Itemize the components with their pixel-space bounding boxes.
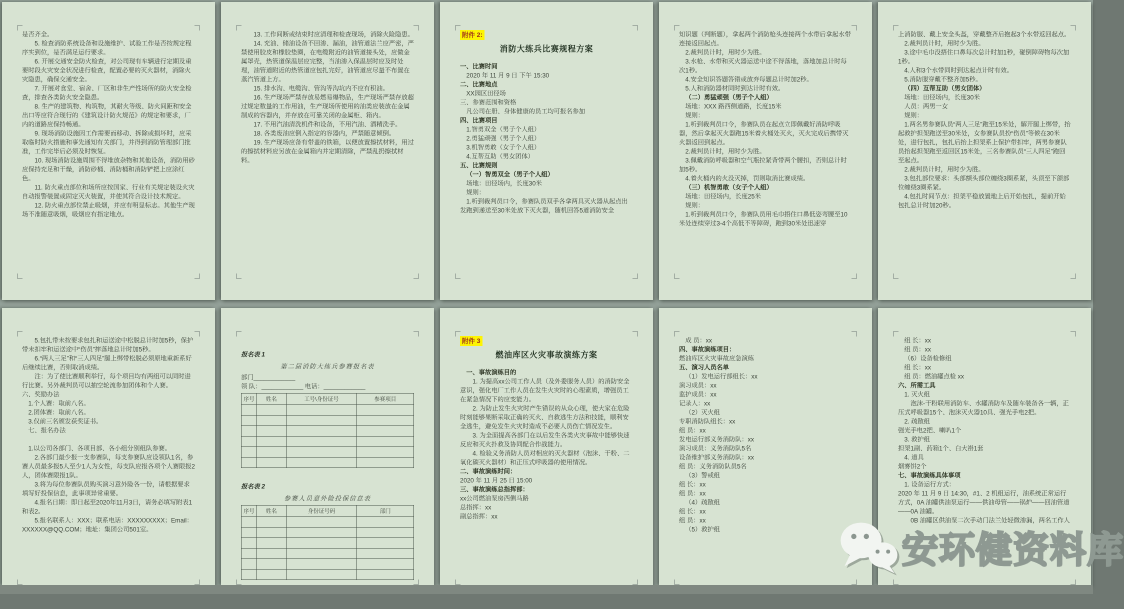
section-heading: （四）互帮互助（男女团体） xyxy=(904,85,986,92)
bottom-bar xyxy=(0,585,1093,594)
margin-mark xyxy=(633,331,639,337)
paragraph: 3.仅前三名颁发获奖证书。 xyxy=(28,418,103,425)
paragraph: 组 员：xx xyxy=(679,427,706,434)
paragraph: 人员：两男一女 xyxy=(904,103,949,110)
paragraph: 13. 工作间断或结束时应清理和检查现场，消除火险隐患。 xyxy=(253,31,414,38)
paragraph: 规则： xyxy=(466,189,486,196)
page-6[interactable] xyxy=(2,308,215,585)
table-header: 序号 xyxy=(241,393,257,405)
paragraph: 4.互帮互助（男女团体） xyxy=(466,153,534,160)
paragraph: 18. 各类废油应倒入指定的容器内，严禁随意倾倒。 xyxy=(253,130,396,137)
paragraph: 组 长：xx xyxy=(679,508,706,515)
margin-mark xyxy=(1071,331,1077,337)
paragraph: 注：为了使比赛顺利举行，每个项目均有两组可以同时进行比赛。另外裁判员可以抽空轮流参加团体和个人赛。 xyxy=(22,373,191,389)
margin-mark xyxy=(236,25,242,31)
paragraph: 场地：XXX 路西侧道路，长度15米 xyxy=(685,103,782,110)
paragraph: 场地：田径场内，长度30米 xyxy=(904,94,980,101)
paragraph: 16. 生产现场严禁存放易燃易爆物品，生产现场严禁存放超过规定数量的工作用油，生产现场所使用的油类应装放在金属制成的容器内，并存放在可靠关闭的金属柜、箱内。 xyxy=(241,94,414,119)
table-cell-empty[interactable] xyxy=(357,569,414,580)
paragraph: 4.人和3个水带同时到达起点计时有效。 xyxy=(904,67,1013,74)
page-3[interactable] xyxy=(440,2,653,300)
attachment-label: 附件 3 xyxy=(462,337,481,345)
signup-table xyxy=(241,393,414,468)
form-field-line: 领 队：____________ 电话：____________ xyxy=(241,383,366,390)
paragraph: 组 长：xx xyxy=(904,337,931,344)
table-cell-empty[interactable] xyxy=(357,436,414,447)
table-header: 参赛项目 xyxy=(357,393,414,405)
table-cell-empty[interactable] xyxy=(257,517,286,528)
table-caption: 第二届消防大练兵参赛报名表 xyxy=(280,363,375,370)
page-9[interactable] xyxy=(659,308,872,585)
margin-mark xyxy=(893,274,899,280)
paragraph: 组 员：xx xyxy=(679,517,706,524)
margin-mark xyxy=(195,25,201,31)
paragraph: （4）疏散组 xyxy=(685,499,720,506)
margin-mark xyxy=(674,25,680,31)
page-2[interactable] xyxy=(221,2,434,300)
section-heading: 一、事故演练目的 xyxy=(466,369,517,376)
table-cell-empty[interactable] xyxy=(357,548,414,559)
signup-table xyxy=(241,505,414,580)
paragraph: 总指挥：xx xyxy=(460,504,492,511)
paragraph: 记录人：xx xyxy=(679,400,711,407)
margin-mark xyxy=(455,274,461,280)
table-cell-empty[interactable] xyxy=(286,538,357,549)
paragraph: 1.以公司各部门、各项目部、各小组分别组队参赛。 xyxy=(28,445,171,452)
table-cell-empty[interactable] xyxy=(357,457,414,468)
section-heading: 六、所需工具 xyxy=(898,382,936,389)
paragraph: （6）设备检修组 xyxy=(904,355,952,362)
table-cell-empty[interactable] xyxy=(286,517,357,528)
table-cell-empty[interactable] xyxy=(286,527,357,538)
paragraph: 4.包扎时间节点：担架平稳放置地上后开始包扎，提前开始包扎总计时加20秒。 xyxy=(898,193,1066,209)
paragraph: 七、报名办法 xyxy=(28,427,66,434)
table-cell-empty[interactable] xyxy=(241,527,257,538)
paragraph: 1.个人赛：取前八名。 xyxy=(28,400,90,407)
table-header: 部门 xyxy=(357,505,414,517)
paragraph: 4. 检验义务消防人员对相应的灭火器材（泡沫、干粉、二氧化碳灭火器材）和正压式呼吸器的使用情况。 xyxy=(460,450,630,466)
table-cell-empty[interactable] xyxy=(257,447,286,458)
paragraph: 2020 年 11 月 9 日 下午 15:30 xyxy=(466,72,550,79)
table-cell-empty[interactable] xyxy=(286,559,357,570)
table-cell-empty[interactable] xyxy=(241,436,257,447)
margin-mark xyxy=(236,331,242,337)
paragraph: 19. 生产现场应备有带盖的铁箱，以便放置擦拭材料，用过的擦拭材料应另放在金属箱内并定期清除，严禁乱扔擦拭材料。 xyxy=(241,139,414,164)
margin-mark xyxy=(17,274,23,280)
table-cell-empty[interactable] xyxy=(357,405,414,416)
paragraph: 三、参赛范围和资格 xyxy=(460,99,517,106)
watermark-text: 安环健资料库 xyxy=(902,528,1124,570)
document-title: 燃油库区火灾事故演练方案 xyxy=(495,351,598,360)
paragraph: 强光手电2把、喇叭1个 xyxy=(898,427,962,434)
section-heading: （一）智勇双全（男子个人组） xyxy=(466,171,554,178)
page-7[interactable] xyxy=(221,308,434,585)
paragraph: 1.听到裁判员口令，参赛队员在起点立即佩戴好消防呼吸器，然后拿起灭火器跑15米着火桶处灭火，灭火完成后携带灭火器返回到起点。 xyxy=(679,121,849,146)
paragraph: 3.包扎部位要求：头部额头部位缠绕3圈系紧，头顶至下颌部位缠绕3圈系紧。 xyxy=(898,175,1070,191)
margin-mark xyxy=(674,274,680,280)
paragraph: xx公司燃油泵房西侧马路 xyxy=(460,495,529,502)
margin-mark xyxy=(674,331,680,337)
table-header: 姓名 xyxy=(257,505,286,517)
paragraph: 烟雾饼2个 xyxy=(898,463,927,470)
paragraph: 2.裁判员计时，用时少为胜。 xyxy=(904,40,985,47)
table-cell-empty[interactable] xyxy=(286,447,357,458)
table-cell-empty[interactable] xyxy=(257,405,286,416)
paragraph: 组 员：xx xyxy=(904,346,931,353)
paragraph: 2. 疏散组 xyxy=(904,418,930,425)
paragraph: 演习成员：义务消防队5名 xyxy=(679,445,752,452)
paragraph: 1.听到裁判员口令，参赛队员双手各拿两具灭火器从起点出发跑到递送至30米处放下灭火器，随机回答5道消防安全 xyxy=(460,198,628,214)
paragraph: （1）发电运行部组长：xx xyxy=(685,373,758,380)
table-header: 工号\身份证号 xyxy=(286,393,357,405)
section-heading: 二、事故演练时间： xyxy=(460,468,517,475)
paragraph: 4.安全知识答题答错或放弃每题总计时加2秒。 xyxy=(685,76,813,83)
table-cell-empty[interactable] xyxy=(286,457,357,468)
table-cell-empty[interactable] xyxy=(241,569,257,580)
table-cell-empty[interactable] xyxy=(357,415,414,426)
table-cell-empty[interactable] xyxy=(257,426,286,437)
margin-mark xyxy=(633,25,639,31)
paragraph: （2）灭火组 xyxy=(685,409,720,416)
margin-mark xyxy=(17,25,23,31)
paragraph: 9. 现场消防设施因工作需要而移动、拆除或损坏时，应采取临时防火措施和事先通知有关部门，并得到消防管理部门批准，工作完毕后必须及时恢复。 xyxy=(22,130,192,155)
table-header: 序号 xyxy=(241,505,257,517)
paragraph: 5.消防服穿戴不整齐加5秒。 xyxy=(904,76,982,83)
section-heading: 四、比赛项目 xyxy=(460,117,498,124)
paragraph: 发电运行部义务消防队：xx xyxy=(679,436,755,443)
table-header: 身份证号码 xyxy=(286,505,357,517)
table-cell-empty[interactable] xyxy=(357,426,414,437)
paragraph: 燃油库区火灾事故应急演练 xyxy=(679,355,755,362)
paragraph: 3. 为全面提高各部门在以后发生各类火灾事故中能够快速反应和灭火扑救及协同配合作战能力。 xyxy=(460,432,630,448)
table-cell-empty[interactable] xyxy=(241,559,257,570)
paragraph: 场地：田径场内，长度30米 xyxy=(466,180,542,187)
section-heading: 二、比赛地点 xyxy=(460,81,498,88)
paragraph: 4. 道具 xyxy=(904,454,924,461)
paragraph: （5）救护组 xyxy=(685,526,720,533)
paragraph: 7. 开展对食堂、宿舍、厂区和非生产性场所的防火安全检查，排查各类防火安全隐患。 xyxy=(22,85,192,101)
paragraph: 2020 年 11 月 25 日 15:00 xyxy=(460,477,533,484)
paragraph: 演习成员：xx xyxy=(679,382,717,389)
paragraph: 3. 救护组 xyxy=(904,436,930,443)
paragraph: 3.途中毛巾没捂住口鼻每次总计时加1秒，碰倒障碍物每次加1秒。 xyxy=(898,49,1070,65)
page-10[interactable] xyxy=(878,308,1091,585)
paragraph: 2.各部门最少报一支参赛队，每支参赛队应设领队1名，参赛人员最多报5人至少1人为女性，每支队应报各项个人赛限报2人，团体赛限报1队。 xyxy=(22,454,195,479)
paragraph: 专职消防队组长：xx xyxy=(679,418,736,425)
paragraph: 5.报名联系人：XXX；联系电话：XXXXXXXXX；Email：XXXXXX@QQ.COM；地址：集团公司501室。 xyxy=(22,517,193,533)
paragraph: 4.报名日期：即日起至2020年11月3日，请务必填写附表1和表2。 xyxy=(22,499,193,515)
paragraph: 2.勇猛顽强（男子个人组） xyxy=(466,135,541,142)
table-cell-empty[interactable] xyxy=(257,436,286,447)
margin-mark xyxy=(195,274,201,280)
table-cell-empty[interactable] xyxy=(241,447,257,458)
table-cell-empty[interactable] xyxy=(241,405,257,416)
paragraph: 凡公司在册、身体健康的员工均可报名参加 xyxy=(466,108,586,115)
paragraph: 14. 充油、储油设备不回渗、漏油，油管道法兰应严密，严禁使用胶皮和橡胶垫圈，在电缆附近的油管道接头处，应做金属罩壳，热管道保温层应完整，当油渗入保温层时应及时处理，油管道附近的热管道应包扎完好，油管道应尽量不布置在蒸汽管道上方。 xyxy=(241,40,414,83)
page-5[interactable] xyxy=(878,2,1091,300)
paragraph: 2. 为防止发生火灾时产生错误的从众心理，使大家在危险时刻能够果断采取正确的灭火、自救逃生方法和技能，顺利安全逃生，避免发生火灾时造成不必要人员伤亡情况发生。 xyxy=(460,405,630,430)
paragraph: 监护成员：xx xyxy=(679,391,717,398)
paragraph: 组 员：燃油罐点检 xx xyxy=(904,373,964,380)
paragraph: 10. 现场消防设施周围不得堆放杂物和其他设备，消防用砂应保持充足和干燥，消防砂桶、消防桶和消防铲把上应涂红色。 xyxy=(22,157,195,182)
margin-mark xyxy=(633,274,639,280)
page-8[interactable] xyxy=(440,308,653,585)
table-cell-empty[interactable] xyxy=(357,527,414,538)
table-cell-empty[interactable] xyxy=(286,569,357,580)
section-heading: 五、比赛规则 xyxy=(460,162,498,169)
table-cell-empty[interactable] xyxy=(257,569,286,580)
paragraph: 3.机智勇敢（女子个人组） xyxy=(466,144,541,151)
page-1[interactable] xyxy=(2,2,215,300)
paragraph: 设备维护部义务消防队：xx xyxy=(679,454,755,461)
paragraph: 六、奖励办法 xyxy=(22,391,60,398)
paragraph: 1.智勇双全（男子个人组） xyxy=(466,126,541,133)
paragraph: 组 长：xx xyxy=(679,481,706,488)
paragraph: 0B 油罐区供油泵二次手动门法兰处轻微渗漏，两名工作人 xyxy=(910,517,1070,524)
paragraph: 1.听到裁判员口令，参赛队员用毛巾捂住口鼻低姿弯腰至10米处连续穿过3-4个高低不等障碍，跑到30米处迅速穿 xyxy=(679,211,848,227)
paragraph: 1. 灭火组 xyxy=(904,391,930,398)
table-header: 姓名 xyxy=(257,393,286,405)
paragraph: 4.着火桶内的火没灭掉，罚则取消比赛成绩。 xyxy=(685,175,810,182)
paragraph: 规则： xyxy=(685,202,705,209)
table-cell-empty[interactable] xyxy=(257,548,286,559)
table-cell-empty[interactable] xyxy=(241,538,257,549)
paragraph: 2.裁判员计时，用时少为胜。 xyxy=(685,148,766,155)
paragraph: 组 员：xx xyxy=(679,490,706,497)
paragraph: 15. 排水沟、电缆沟、管沟等沟坑内不应有积油。 xyxy=(253,85,389,92)
table-cell-empty[interactable] xyxy=(286,405,357,416)
paragraph: 组 长：xx xyxy=(904,364,931,371)
margin-mark xyxy=(455,25,461,31)
table-cell-empty[interactable] xyxy=(241,517,257,528)
document-title: 消防大练兵比赛规程方案 xyxy=(499,45,594,54)
section-heading: （二）勇猛顽强（男子个人组） xyxy=(685,94,773,101)
margin-mark xyxy=(195,331,201,337)
margin-mark xyxy=(414,25,420,31)
paragraph: 11. 防火重点部位和场所应按国家、行业有关规定装设火灾自动报警装置或固定灭火装置，并使其符合设计技术规定。 xyxy=(22,184,195,200)
paragraph: 1. 设备运行方式： xyxy=(904,481,955,488)
table-cell-empty[interactable] xyxy=(286,548,357,559)
paragraph: 规则： xyxy=(685,112,705,119)
section-heading: 五、演习人员名单 xyxy=(679,364,730,371)
table-cell-empty[interactable] xyxy=(257,559,286,570)
paragraph: 是否齐全。 xyxy=(22,31,54,38)
paragraph: XX园区田径场 xyxy=(466,90,506,97)
margin-mark xyxy=(414,331,420,337)
paragraph: 6. 开展交通安全防火检查，对公司现有车辆进行定期及重要时段火灾安全状况进行检查，配置必要的灭火器材，消除火灾隐患，确保交通安全。 xyxy=(22,58,192,83)
paragraph: 担架1副、药箱1个、白大褂1套 xyxy=(898,445,984,452)
paragraph: （3）警戒组 xyxy=(685,472,720,479)
paragraph: 5.人和消防器材同时到达计时有效。 xyxy=(685,85,785,92)
paragraph xyxy=(22,435,195,444)
paragraph: 6.“两人三足”和“三人四足”腿上绑带松脱必须原地重新系好后继续比赛，否则取消成绩。 xyxy=(22,355,192,371)
table-cell-empty[interactable] xyxy=(357,538,414,549)
margin-mark xyxy=(852,25,858,31)
paragraph: 5.包扎带未按要求包扎和运送途中松脱总计时加5秒，保护带未扣牢和运送途中“伤员”摔落地总计时加5秒。 xyxy=(22,337,194,353)
paragraph: 副总指挥：xx xyxy=(460,513,498,520)
paragraph: 场地：田径场内，长度25米 xyxy=(685,193,761,200)
table-cell-empty[interactable] xyxy=(286,415,357,426)
table-label: 报名表 1 xyxy=(241,351,265,358)
table-cell-empty[interactable] xyxy=(241,457,257,468)
margin-mark xyxy=(414,274,420,280)
table-cell-empty[interactable] xyxy=(257,527,286,538)
paragraph: 知识题（判断题），拿起两个消防枪头连接两个水带后拿起水带连接返回起点。 xyxy=(679,31,851,47)
paragraph: 12. 防火重点部位禁止吸烟，并应有明显标志。其他生产现场不准随意吸烟，吸烟应有指定地点。 xyxy=(22,202,195,218)
paragraph: 3.佩戴消防呼吸器和空气瓶拉紧背带两个腰扣，否则总计时加5秒。 xyxy=(679,157,847,173)
paragraph: 规则： xyxy=(904,112,924,119)
section-heading: 四、事故演练项目： xyxy=(679,346,736,353)
table-cell-empty[interactable] xyxy=(257,457,286,468)
paragraph: 上消防服、戴上安全头盔，穿戴整齐后抱起3个水带返回起点。 xyxy=(898,31,1071,38)
paragraph: 3.水枪、水带和灭火器运送中途不得落地，落地加总计时每次1秒。 xyxy=(679,58,847,74)
table-cell-empty[interactable] xyxy=(257,538,286,549)
paragraph: 成 员：xx xyxy=(685,337,712,344)
section-heading: 七、事故演练具体事项 xyxy=(898,472,961,479)
margin-mark xyxy=(1071,25,1077,31)
margin-mark xyxy=(455,331,461,337)
page-4[interactable] xyxy=(659,2,872,300)
paragraph: 1.两名男参赛队员“两人三足”跑至15米处，解开腿上绑带，抬起救护担架跑送至30米处，女参赛队员扮“伤员”等候在30米处，进行包扎，包扎后抬上担架系上保护带扣牢，两男参赛队员抬起担架跑至返回区15米处，三名参赛队员“三人四足”跑回至起点。 xyxy=(898,121,1071,164)
section-heading: （三）机智勇敢（女子个人组） xyxy=(685,184,773,191)
paragraph: 组 员：义务消防队员5名 xyxy=(679,463,747,470)
margin-mark xyxy=(17,331,23,337)
paragraph: 1. 为提高xx公司工作人员（及外委服务人员）的消防安全意识，强化电厂工作人员在发生火灾时的心理素质，增强员工在紧急情况下的应变能力。 xyxy=(460,378,630,403)
table-cell-empty[interactable] xyxy=(286,426,357,437)
table-cell-empty[interactable] xyxy=(286,436,357,447)
table-label: 报名表 2 xyxy=(241,483,265,490)
table-cell-empty[interactable] xyxy=(357,517,414,528)
margin-mark xyxy=(852,331,858,337)
form-field-line: 部门____________ xyxy=(241,374,296,381)
paragraph: 2.团体赛：取前八名。 xyxy=(28,409,90,416)
table-cell-empty[interactable] xyxy=(357,559,414,570)
table-cell-empty[interactable] xyxy=(257,415,286,426)
paragraph: 2.裁判员计时，用时少为胜。 xyxy=(685,49,766,56)
paragraph: 3.将为每位参赛队员购买演习意外险各一份，请根据要求填写好投保信息，此事项异常重要。 xyxy=(22,481,190,497)
table-cell-empty[interactable] xyxy=(241,426,257,437)
table-caption: 参赛人员意外险投保信息表 xyxy=(283,495,371,502)
section-heading: 三、事故演练总指挥部： xyxy=(460,486,529,493)
table-cell-empty[interactable] xyxy=(357,447,414,458)
attachment-label: 附件 2: xyxy=(462,31,483,39)
table-cell-empty[interactable] xyxy=(241,548,257,559)
paragraph: 2020 年 11 月 9 日 14:30，#1、2 机组运行，油系统正常运行方式，0A 油罐供油泵运行——供油母管——锅炉——回油管道——0A 油罐。 xyxy=(898,490,1070,515)
paragraph: 5. 检查消防系统设备和设施维护、试验工作是否按规定程序实到位，是否满足运行要求。 xyxy=(22,40,192,56)
paragraph: 8. 生产的建筑物、构筑物，其耐火等级、防火间距和安全出口等应符合现行的《建筑设计防火规范》的规定和要求，厂内的道路应保持畅通。 xyxy=(22,103,192,128)
section-heading: 一、比赛时间 xyxy=(460,63,498,70)
margin-mark xyxy=(1071,274,1077,280)
margin-mark xyxy=(893,25,899,31)
margin-mark xyxy=(852,274,858,280)
paragraph: 泡沫-干粉联用消防车、水罐消防车及随车装备各一辆，正压式呼吸器15个、泡沫灭火器10具、强光手电2把。 xyxy=(898,400,1069,416)
paragraph: 2.裁判员计时，用时少为胜。 xyxy=(904,166,985,173)
margin-mark xyxy=(236,274,242,280)
paragraph: 17. 不用汽油清洗机件和设备，不用汽油、酒精洗手。 xyxy=(253,121,402,128)
table-cell-empty[interactable] xyxy=(241,415,257,426)
margin-mark xyxy=(893,331,899,337)
